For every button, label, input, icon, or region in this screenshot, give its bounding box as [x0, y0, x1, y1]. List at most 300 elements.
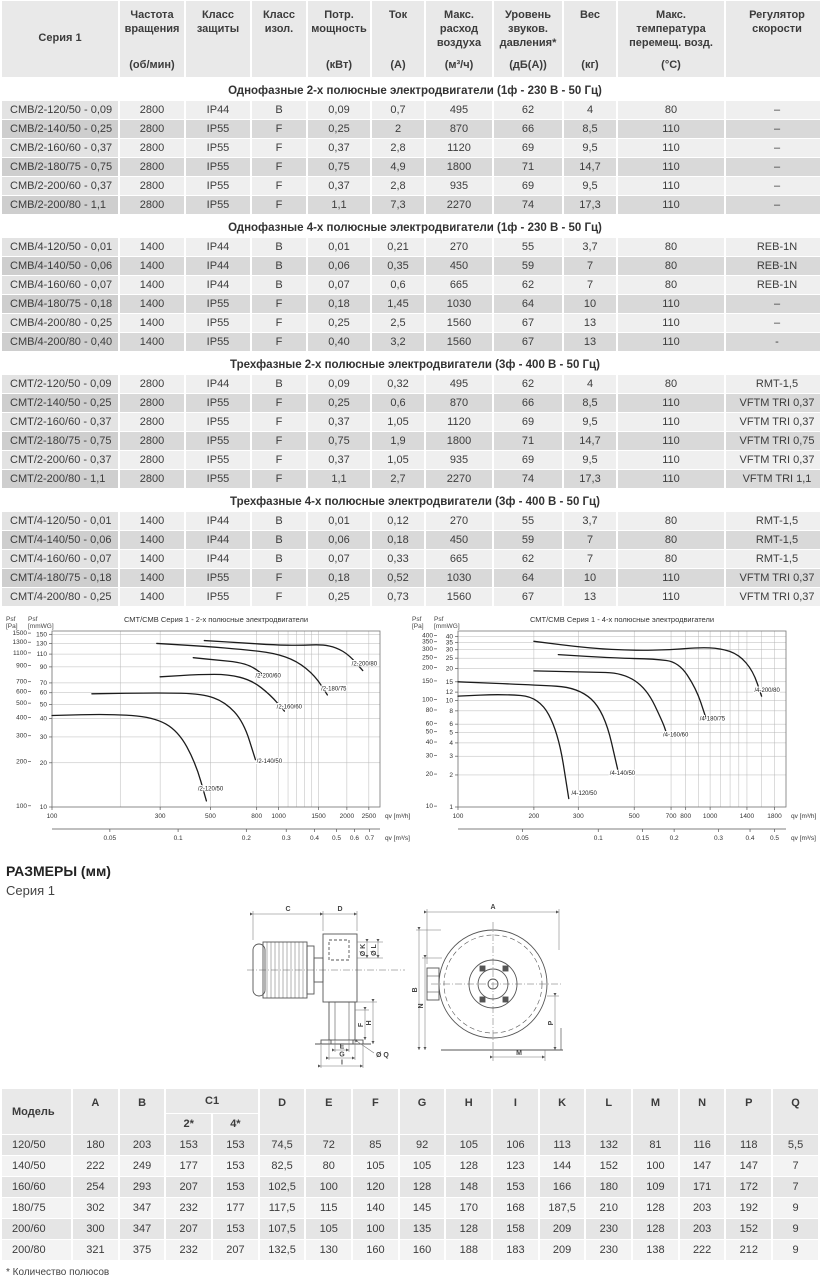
svg-text:0.3: 0.3 — [714, 835, 724, 842]
svg-text:30: 30 — [445, 646, 453, 654]
data-cell: 1120 — [426, 139, 492, 157]
data-cell: 80 — [618, 550, 724, 568]
svg-text:0.15: 0.15 — [636, 835, 649, 842]
data-cell: 1400 — [120, 238, 184, 256]
data-cell: REB-1N — [726, 257, 820, 275]
table-row — [2, 333, 820, 351]
data-cell: 153 — [213, 1135, 258, 1155]
svg-text:Psf: Psf — [412, 616, 422, 623]
data-cell: 152 — [726, 1219, 771, 1239]
svg-text:1: 1 — [449, 804, 453, 811]
data-cell: IP55 — [186, 394, 250, 412]
svg-text:500: 500 — [628, 813, 640, 820]
data-cell: 153 — [493, 1177, 538, 1197]
data-cell: 232 — [166, 1240, 211, 1260]
dims-col-n: N — [680, 1089, 725, 1134]
data-cell: 207 — [166, 1219, 211, 1239]
data-cell: 74,5 — [260, 1135, 305, 1155]
data-cell: 0,18 — [308, 295, 370, 313]
data-cell: 13 — [564, 314, 616, 332]
data-cell: 69 — [494, 139, 562, 157]
data-cell: 2800 — [120, 196, 184, 214]
table-row — [2, 101, 820, 119]
data-cell: 69 — [494, 413, 562, 431]
data-cell: 140 — [353, 1198, 398, 1218]
model-cell: CMB/2-180/75 - 0,75 — [2, 158, 118, 176]
svg-text:/2-160/60: /2-160/60 — [276, 704, 303, 711]
data-cell: 132,5 — [260, 1240, 305, 1260]
data-cell: 375 — [120, 1240, 165, 1260]
dims-col-d: D — [260, 1089, 305, 1134]
table-row — [2, 177, 820, 195]
data-cell: 177 — [166, 1156, 211, 1176]
model-cell: CMT/2-140/50 - 0,25 — [2, 394, 118, 412]
data-cell: 172 — [726, 1177, 771, 1197]
data-cell: IP44 — [186, 238, 250, 256]
data-cell: 80 — [618, 257, 724, 275]
svg-text:90: 90 — [39, 663, 47, 671]
section-title: Однофазные 4-х полюсные электродвигатели (1ф - 230 В - 50 Гц) — [2, 215, 820, 237]
data-cell: 270 — [426, 238, 492, 256]
data-cell: 0,25 — [308, 120, 370, 138]
svg-text:50: 50 — [39, 701, 47, 709]
data-cell: 128 — [633, 1198, 678, 1218]
svg-text:300: 300 — [572, 813, 584, 820]
dim-labels — [285, 904, 555, 1067]
data-cell: 9 — [773, 1198, 818, 1218]
data-cell: 110 — [618, 196, 724, 214]
svg-text:15: 15 — [445, 678, 453, 686]
data-cell: 110 — [618, 314, 724, 332]
data-cell: 1800 — [426, 158, 492, 176]
model-cell: CMT/2-200/60 - 0,37 — [2, 451, 118, 469]
side-view — [247, 934, 405, 1044]
data-cell: 0,01 — [308, 512, 370, 530]
data-cell: 232 — [166, 1198, 211, 1218]
section-header-row — [2, 215, 820, 237]
data-cell: B — [252, 101, 306, 119]
data-cell: 110 — [618, 569, 724, 587]
data-cell: 2800 — [120, 139, 184, 157]
svg-text:400: 400 — [422, 632, 433, 640]
svg-text:10: 10 — [445, 697, 453, 705]
data-cell: F — [252, 196, 306, 214]
data-cell: RMT-1,5 — [726, 550, 820, 568]
data-cell: 116 — [680, 1135, 725, 1155]
data-cell: 1560 — [426, 588, 492, 606]
dims-col-b: B — [120, 1089, 165, 1134]
data-cell: 8,5 — [564, 120, 616, 138]
data-cell: 4 — [564, 375, 616, 393]
data-cell: 120 — [353, 1177, 398, 1197]
data-cell: F — [252, 588, 306, 606]
data-cell: 100 — [353, 1219, 398, 1239]
data-cell: 62 — [494, 276, 562, 294]
svg-text:600: 600 — [16, 688, 27, 696]
data-cell: IP55 — [186, 333, 250, 351]
dimensions-heading: РАЗМЕРЫ (мм) — [6, 863, 111, 879]
data-cell: 1800 — [426, 432, 492, 450]
dim-label-p: P — [548, 1020, 555, 1026]
data-cell: REB-1N — [726, 276, 820, 294]
data-cell: 128 — [446, 1156, 491, 1176]
col-header-airflow: Макс. расход воздуха (м³/ч) — [426, 1, 492, 77]
table-row — [2, 1219, 818, 1239]
data-cell: 1560 — [426, 333, 492, 351]
svg-text:1500: 1500 — [311, 813, 326, 820]
data-cell: 300 — [73, 1219, 118, 1239]
data-cell: RMT-1,5 — [726, 512, 820, 530]
data-cell: 71 — [494, 432, 562, 450]
data-cell: 495 — [426, 375, 492, 393]
data-cell: – — [726, 177, 820, 195]
data-cell: 148 — [446, 1177, 491, 1197]
svg-text:qv [m³/s]: qv [m³/s] — [791, 835, 816, 842]
data-cell: 55 — [494, 238, 562, 256]
data-cell: 1400 — [120, 333, 184, 351]
data-cell: IP44 — [186, 101, 250, 119]
svg-text:/2-140/50: /2-140/50 — [256, 758, 283, 765]
svg-text:2: 2 — [449, 771, 453, 779]
svg-text:0.05: 0.05 — [103, 835, 117, 842]
svg-text:800: 800 — [680, 813, 692, 820]
data-cell: B — [252, 276, 306, 294]
svg-text:[Pa]: [Pa] — [412, 623, 424, 630]
data-cell: RMT-1,5 — [726, 531, 820, 549]
data-cell: 110 — [618, 470, 724, 488]
data-cell: 4,9 — [372, 158, 424, 176]
dim-label-i: I — [341, 1059, 343, 1067]
svg-text:6: 6 — [449, 721, 453, 729]
data-cell: 203 — [120, 1135, 165, 1155]
data-cell: 69 — [494, 451, 562, 469]
data-cell: 82,5 — [260, 1156, 305, 1176]
data-cell: 450 — [426, 531, 492, 549]
svg-text:40: 40 — [425, 739, 433, 747]
data-cell: 0,73 — [372, 588, 424, 606]
model-cell: CMT/4-120/50 - 0,01 — [2, 512, 118, 530]
data-cell: 0,06 — [308, 531, 370, 549]
data-cell: 0,06 — [308, 257, 370, 275]
svg-text:1000: 1000 — [271, 813, 286, 820]
dims-col-m: M — [633, 1089, 678, 1134]
svg-text:СМТ/СМВ Серия 1 - 2-х полюсн: СМТ/СМВ Серия 1 - 2-х полюсные электродвигатели — [123, 615, 309, 624]
data-cell: 59 — [494, 257, 562, 275]
data-cell: 7 — [564, 257, 616, 275]
data-cell: 105 — [446, 1135, 491, 1155]
data-cell: – — [726, 295, 820, 313]
data-cell: 0,35 — [372, 257, 424, 275]
model-cell: CMT/2-160/60 - 0,37 — [2, 413, 118, 431]
dim-label-l: Ø L — [371, 944, 378, 956]
section-header-row — [2, 352, 820, 374]
data-cell: 0,75 — [308, 432, 370, 450]
model-cell: 200/60 — [2, 1219, 71, 1239]
technical-drawing-area — [0, 900, 820, 1078]
data-cell: 80 — [306, 1156, 351, 1176]
data-cell: 0,12 — [372, 512, 424, 530]
data-cell: IP44 — [186, 512, 250, 530]
data-cell: 7 — [564, 550, 616, 568]
table-row — [2, 432, 820, 450]
data-cell: IP55 — [186, 588, 250, 606]
data-cell: 14,7 — [564, 158, 616, 176]
data-cell: 1,05 — [372, 413, 424, 431]
data-cell: F — [252, 314, 306, 332]
dims-col-c1-2pole: 2* — [166, 1114, 211, 1134]
model-cell: CMT/4-200/80 - 0,25 — [2, 588, 118, 606]
svg-text:qv [m³/h]: qv [m³/h] — [385, 813, 410, 820]
data-cell: 203 — [680, 1198, 725, 1218]
data-cell: 1560 — [426, 314, 492, 332]
svg-text:350: 350 — [422, 638, 433, 646]
svg-text:/2-180/75: /2-180/75 — [321, 686, 347, 693]
svg-text:300: 300 — [422, 645, 433, 653]
data-cell: VFTM TRI 0,37 — [726, 413, 820, 431]
data-cell: 665 — [426, 550, 492, 568]
model-cell: CMB/4-200/80 - 0,40 — [2, 333, 118, 351]
data-cell: 110 — [618, 295, 724, 313]
svg-text:0.1: 0.1 — [173, 835, 183, 842]
data-cell: 118 — [726, 1135, 771, 1155]
data-cell: 67 — [494, 588, 562, 606]
svg-text:0.4: 0.4 — [310, 835, 320, 842]
model-cell: CMT/4-160/60 - 0,07 — [2, 550, 118, 568]
model-cell: CMT/4-140/50 - 0,06 — [2, 531, 118, 549]
data-cell: 222 — [73, 1156, 118, 1176]
svg-text:/2-200/80: /2-200/80 — [351, 661, 378, 668]
data-cell: 158 — [493, 1219, 538, 1239]
svg-text:Psf: Psf — [28, 616, 38, 623]
data-cell: 147 — [680, 1156, 725, 1176]
data-cell: 72 — [306, 1135, 351, 1155]
data-cell: 0,6 — [372, 276, 424, 294]
svg-text:/2-200/60: /2-200/60 — [255, 673, 281, 680]
table-row — [2, 451, 820, 469]
data-cell: 2800 — [120, 101, 184, 119]
svg-text:1000: 1000 — [702, 813, 718, 820]
svg-text:/4-160/60: /4-160/60 — [662, 732, 689, 739]
svg-text:130: 130 — [36, 640, 47, 648]
svg-text:700: 700 — [16, 678, 27, 686]
data-cell: 209 — [540, 1219, 585, 1239]
data-cell: B — [252, 375, 306, 393]
data-cell: 210 — [586, 1198, 631, 1218]
data-cell: 7 — [773, 1177, 818, 1197]
data-cell: 17,3 — [564, 196, 616, 214]
data-cell: IP44 — [186, 375, 250, 393]
data-cell: B — [252, 257, 306, 275]
col-header-speed: Частота вращения (об/мин) — [120, 1, 184, 77]
model-cell: CMB/2-120/50 - 0,09 — [2, 101, 118, 119]
dims-col-p: P — [726, 1089, 771, 1134]
section-title: Трехфазные 4-х полюсные электродвигатели (3ф - 400 В - 50 Гц) — [2, 489, 820, 511]
data-cell: 7 — [773, 1156, 818, 1176]
model-cell: CMT/2-120/50 - 0,09 — [2, 375, 118, 393]
svg-text:80: 80 — [425, 706, 433, 714]
data-cell: 0,37 — [308, 177, 370, 195]
svg-text:60: 60 — [39, 689, 47, 697]
dim-label-q: Ø Q — [376, 1052, 389, 1059]
data-cell: 209 — [540, 1240, 585, 1260]
data-cell: 2 — [372, 120, 424, 138]
data-cell: F — [252, 413, 306, 431]
svg-text:20: 20 — [39, 759, 47, 767]
data-cell: – — [726, 120, 820, 138]
svg-text:20: 20 — [425, 771, 433, 779]
data-cell: 14,7 — [564, 432, 616, 450]
data-cell: 935 — [426, 177, 492, 195]
dims-col-c1-4pole: 4* — [213, 1114, 258, 1134]
data-cell: VFTM TRI 0,37 — [726, 451, 820, 469]
col-header-max-temp: Макс. температура перемещ. возд. (°С) — [618, 1, 724, 77]
svg-text:70: 70 — [39, 679, 47, 687]
svg-text:/4-200/80: /4-200/80 — [754, 688, 780, 695]
data-cell: 2270 — [426, 470, 492, 488]
dims-header-row-1 — [2, 1089, 818, 1113]
svg-text:40: 40 — [39, 715, 47, 723]
data-cell: 71 — [494, 158, 562, 176]
data-cell: 110 — [618, 413, 724, 431]
data-cell: 4 — [564, 101, 616, 119]
data-cell: 117,5 — [260, 1198, 305, 1218]
data-cell: 1400 — [120, 569, 184, 587]
table-row — [2, 276, 820, 294]
data-cell: 128 — [400, 1177, 445, 1197]
dims-col-g: G — [400, 1089, 445, 1134]
data-cell: IP44 — [186, 531, 250, 549]
data-cell: 132 — [586, 1135, 631, 1155]
section-header-row — [2, 78, 820, 100]
data-cell: F — [252, 139, 306, 157]
model-cell: CMB/2-140/50 - 0,25 — [2, 120, 118, 138]
data-cell: 1400 — [120, 276, 184, 294]
data-cell: 110 — [618, 432, 724, 450]
svg-text:4: 4 — [449, 739, 453, 747]
data-cell: 2270 — [426, 196, 492, 214]
table-row — [2, 394, 820, 412]
data-cell: IP55 — [186, 139, 250, 157]
data-cell: IP55 — [186, 120, 250, 138]
data-cell: IP55 — [186, 451, 250, 469]
data-cell: F — [252, 158, 306, 176]
svg-text:110: 110 — [36, 651, 47, 659]
data-cell: 3,7 — [564, 512, 616, 530]
table-row — [2, 1177, 818, 1197]
data-cell: F — [252, 394, 306, 412]
data-cell: 110 — [618, 394, 724, 412]
data-cell: 183 — [493, 1240, 538, 1260]
dimension-drawing — [245, 900, 575, 1078]
spec-table — [0, 0, 820, 607]
dimensions-table — [0, 1088, 820, 1261]
col-header-insulation: Класс изол. — [252, 1, 306, 77]
svg-text:1800: 1800 — [767, 813, 782, 820]
data-cell: 110 — [618, 588, 724, 606]
data-cell: 153 — [166, 1135, 211, 1155]
data-cell: 180 — [586, 1177, 631, 1197]
svg-text:Psf: Psf — [434, 616, 444, 623]
data-cell: 7 — [564, 276, 616, 294]
dims-col-q: Q — [773, 1089, 818, 1134]
svg-text:2500: 2500 — [361, 813, 377, 820]
data-cell: 450 — [426, 257, 492, 275]
data-cell: 0,40 — [308, 333, 370, 351]
data-cell: 321 — [73, 1240, 118, 1260]
svg-text:/4-120/50: /4-120/50 — [571, 790, 597, 797]
dims-col-h: H — [446, 1089, 491, 1134]
data-cell: 293 — [120, 1177, 165, 1197]
data-cell: 8,5 — [564, 394, 616, 412]
svg-text:100: 100 — [452, 813, 464, 820]
data-cell: B — [252, 238, 306, 256]
data-cell: IP55 — [186, 569, 250, 587]
data-cell: 1400 — [120, 295, 184, 313]
table-row — [2, 588, 820, 606]
svg-text:250: 250 — [422, 654, 433, 662]
data-cell: 2,8 — [372, 139, 424, 157]
dim-label-g: G — [339, 1051, 345, 1059]
data-cell: 66 — [494, 394, 562, 412]
data-cell: 1,9 — [372, 432, 424, 450]
data-cell: 665 — [426, 276, 492, 294]
data-cell: IP55 — [186, 295, 250, 313]
data-cell: 74 — [494, 470, 562, 488]
table-row — [2, 569, 820, 587]
col-header-protection: Класс защиты — [186, 1, 250, 77]
svg-text:0.3: 0.3 — [281, 835, 291, 842]
svg-text:0.5: 0.5 — [331, 835, 342, 842]
data-cell: – — [726, 196, 820, 214]
data-cell: 105 — [353, 1156, 398, 1176]
data-cell: F — [252, 333, 306, 351]
data-cell: 170 — [446, 1198, 491, 1218]
data-cell: 1030 — [426, 569, 492, 587]
table-row — [2, 413, 820, 431]
data-cell: 138 — [633, 1240, 678, 1260]
data-cell: 100 — [633, 1156, 678, 1176]
data-cell: 115 — [306, 1198, 351, 1218]
data-cell: 207 — [213, 1240, 258, 1260]
data-cell: 230 — [586, 1240, 631, 1260]
table-row — [2, 512, 820, 530]
data-cell: 249 — [120, 1156, 165, 1176]
dim-label-n: N — [418, 1003, 425, 1009]
front-view — [427, 922, 563, 1052]
data-cell: B — [252, 531, 306, 549]
data-cell: 0,09 — [308, 375, 370, 393]
svg-text:0.1: 0.1 — [593, 835, 603, 842]
svg-text:30: 30 — [39, 733, 47, 741]
svg-text:50: 50 — [425, 728, 433, 736]
data-cell: 85 — [353, 1135, 398, 1155]
data-cell: 1400 — [120, 512, 184, 530]
data-cell: – — [726, 139, 820, 157]
data-cell: 67 — [494, 314, 562, 332]
dims-col-i: I — [493, 1089, 538, 1134]
svg-text:/4-140/50: /4-140/50 — [609, 770, 636, 777]
data-cell: 0,37 — [308, 451, 370, 469]
data-cell: 1030 — [426, 295, 492, 313]
svg-text:900: 900 — [16, 662, 27, 670]
model-cell: 200/80 — [2, 1240, 71, 1260]
data-cell: 67 — [494, 333, 562, 351]
data-cell: IP44 — [186, 276, 250, 294]
svg-text:100: 100 — [16, 802, 27, 810]
data-cell: 0,07 — [308, 276, 370, 294]
data-cell: 2800 — [120, 432, 184, 450]
model-cell: CMB/4-140/50 - 0,06 — [2, 257, 118, 275]
